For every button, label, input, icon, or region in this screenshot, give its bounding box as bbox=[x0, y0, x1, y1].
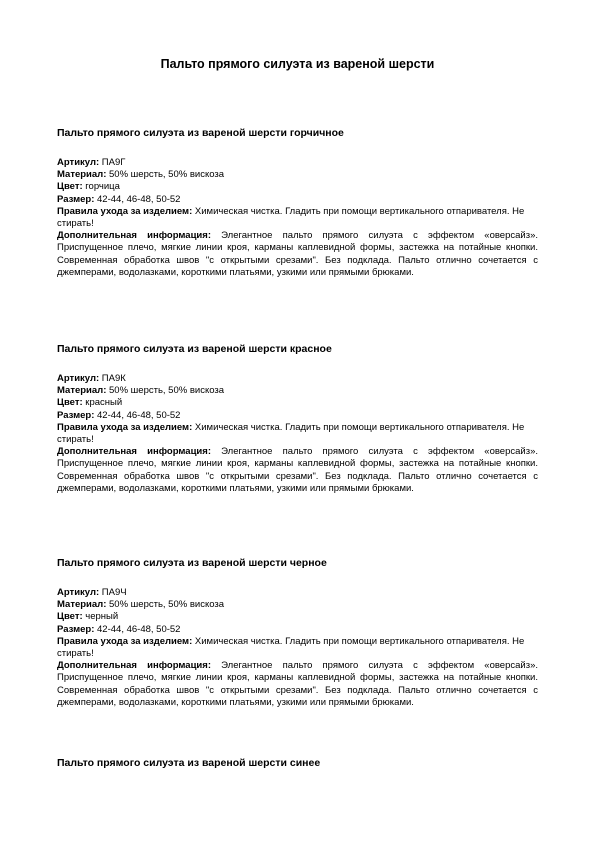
extra-info bbox=[57, 230, 538, 279]
material-value: 50% шерсть, 50% вискоза bbox=[109, 385, 225, 397]
product-title: Пальто прямого силуэта из вареной шерсти красное bbox=[57, 343, 332, 355]
material-label: Материал: bbox=[57, 169, 107, 181]
color-line bbox=[57, 181, 538, 193]
size-line bbox=[57, 194, 538, 206]
color-value: горчица bbox=[85, 181, 120, 193]
product-section-blue bbox=[57, 757, 538, 787]
product-title: Пальто прямого силуэта из вареной шерсти черное bbox=[57, 557, 327, 569]
product-section-mustard bbox=[57, 127, 538, 279]
article-value: ПА9К bbox=[101, 373, 126, 384]
material-value: 50% шерсть, 50% вискоза bbox=[109, 169, 225, 181]
extra-label: Дополнительная информация: bbox=[57, 660, 211, 672]
care-line bbox=[57, 636, 538, 660]
product-section-black bbox=[57, 557, 538, 709]
color-value: черный bbox=[85, 611, 119, 623]
color-label: Цвет: bbox=[57, 611, 83, 623]
color-label: Цвет: bbox=[57, 181, 83, 193]
care-label: Правила ухода за изделием: bbox=[57, 205, 193, 217]
color-line bbox=[57, 611, 538, 623]
extra-value: Элегантное пальто прямого силуэта с эффектом «оверсайз». Приспущенное плечо, мягкие линии кроя, карманы каплевидной формы, застежка на потайные кнопки. Современная обработка швов "с открытыми срезами". Без подклада. Пальто отлично сочетается с джемперами, водолазками, короткими платьями, узкими или прямыми брюками. bbox=[57, 446, 538, 494]
size-value: 42-44, 46-48, 50-52 bbox=[97, 409, 181, 421]
size-value: 42-44, 46-48, 50-52 bbox=[97, 623, 181, 635]
material-line bbox=[57, 169, 538, 181]
product-title: Пальто прямого силуэта из вареной шерсти синее bbox=[57, 757, 321, 769]
article-value: ПА9Ч bbox=[101, 587, 127, 598]
extra-value: Элегантное пальто прямого силуэта с эффектом «оверсайз». Приспущенное плечо, мягкие линии кроя, карманы каплевидной формы, застежка на потайные кнопки. Современная обработка швов "с открытыми срезами". Без подклада. Пальто отлично сочетается с джемперами, водолазками, короткими платьями, узкими или прямыми брюками. bbox=[57, 230, 538, 278]
material-line bbox=[57, 385, 538, 397]
extra-value: Элегантное пальто прямого силуэта с эффектом «оверсайз». Приспущенное плечо, мягкие линии кроя, карманы каплевидной формы, застежка на потайные кнопки. Современная обработка швов "с открытыми срезами". Без подклада. Пальто отлично сочетается с джемперами, водолазками, короткими платьями, узкими или прямыми брюками. bbox=[57, 660, 538, 708]
color-label: Цвет: bbox=[57, 397, 83, 409]
color-value: красный bbox=[85, 397, 123, 409]
care-label: Правила ухода за изделием: bbox=[57, 635, 193, 647]
color-line bbox=[57, 397, 538, 409]
material-label: Материал: bbox=[57, 599, 107, 611]
size-label: Размер: bbox=[57, 193, 95, 205]
size-value: 42-44, 46-48, 50-52 bbox=[97, 193, 181, 205]
care-value: Химическая чистка. Гладить при помощи вертикального отпаривателя. Не стирать! bbox=[57, 635, 525, 660]
article-value: ПА9Г bbox=[101, 157, 126, 168]
article-label: Артикул: bbox=[57, 373, 100, 384]
material-line bbox=[57, 599, 538, 611]
product-section-red bbox=[57, 343, 538, 495]
extra-info bbox=[57, 660, 538, 709]
article-line bbox=[57, 373, 538, 385]
care-value: Химическая чистка. Гладить при помощи вертикального отпаривателя. Не стирать! bbox=[57, 205, 525, 230]
care-value: Химическая чистка. Гладить при помощи вертикального отпаривателя. Не стирать! bbox=[57, 421, 525, 446]
article-line bbox=[57, 157, 538, 169]
extra-label: Дополнительная информация: bbox=[57, 230, 211, 242]
care-label: Правила ухода за изделием: bbox=[57, 421, 193, 433]
material-value: 50% шерсть, 50% вискоза bbox=[109, 599, 225, 611]
size-label: Размер: bbox=[57, 409, 95, 421]
size-line bbox=[57, 410, 538, 422]
extra-info bbox=[57, 446, 538, 495]
size-label: Размер: bbox=[57, 623, 95, 635]
care-line bbox=[57, 422, 538, 446]
size-line bbox=[57, 624, 538, 636]
article-label: Артикул: bbox=[57, 587, 100, 598]
article-line bbox=[57, 587, 538, 599]
care-line bbox=[57, 206, 538, 230]
material-label: Материал: bbox=[57, 385, 107, 397]
document-title: Пальто прямого силуэта из вареной шерсти bbox=[160, 57, 435, 71]
article-label: Артикул: bbox=[57, 157, 100, 168]
product-title: Пальто прямого силуэта из вареной шерсти горчичное bbox=[57, 127, 344, 139]
extra-label: Дополнительная информация: bbox=[57, 446, 211, 458]
